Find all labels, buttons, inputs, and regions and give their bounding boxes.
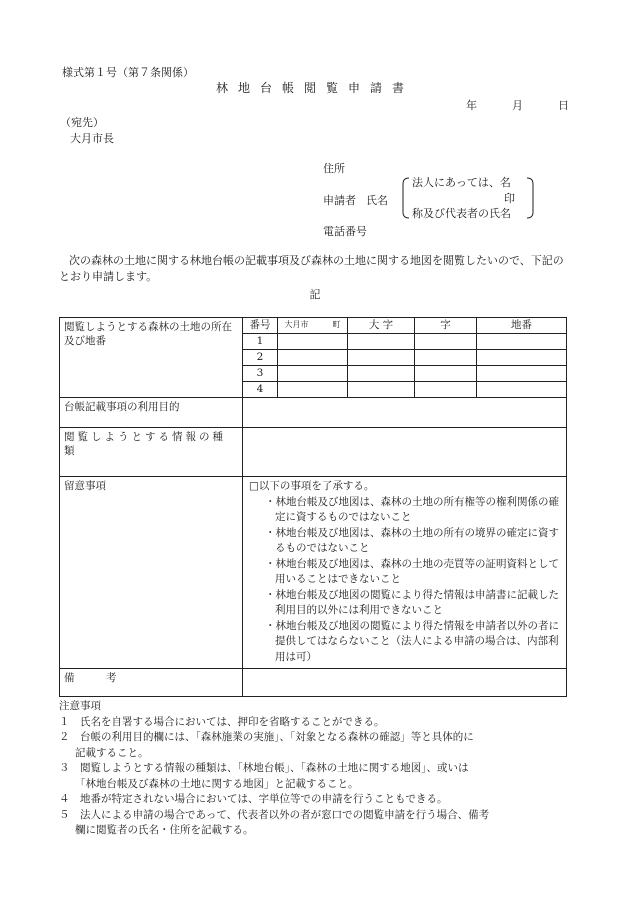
- chiban-cell[interactable]: [477, 366, 567, 382]
- document-title: 林地台帳閲覧申請書: [215, 81, 414, 95]
- address-label: 住所: [323, 162, 345, 175]
- caution-item-continued: 「林地台帳及び森林の土地に関する地図」と記載すること。: [75, 777, 359, 790]
- city-cell[interactable]: [278, 334, 348, 350]
- caution-item-continued: 欄に閲覧者の氏名・住所を記載する。: [75, 824, 254, 836]
- date-year-label: 年: [466, 99, 477, 112]
- header-aza: 字: [415, 318, 477, 334]
- caution-item: ５ 法人による申請の場合であって、代表者以外の者が窓口での閲覧申請を行う場合、備考: [59, 808, 490, 821]
- location-label: 閲覧しようとする森林の土地の所在及び地番: [60, 318, 243, 398]
- purpose-field[interactable]: [243, 398, 567, 428]
- city-cell[interactable]: [278, 382, 348, 398]
- remarks-field[interactable]: [243, 669, 567, 697]
- note-item: ・林地台帳及び地図は、森林の土地の所有の境界の確定に資するものではないこと: [265, 526, 559, 554]
- header-oaza: 大 字: [348, 318, 415, 334]
- corporate-note-bracket: [400, 175, 536, 221]
- row-number: 2: [243, 350, 278, 366]
- caution-item: ４ 地番が特定されない場合においては、字単位等での申請を行うこともできる。: [59, 793, 448, 805]
- oaza-cell[interactable]: [348, 350, 415, 366]
- caution-heading: 注意事項: [59, 700, 101, 712]
- aza-cell[interactable]: [415, 366, 477, 382]
- note-item: ・林地台帳及び地図の閲覧により得た情報は申請書に記載した利用目的以外には利用できないこと: [265, 588, 559, 616]
- purpose-label: 台帳記載事項の利用目的: [60, 398, 243, 428]
- caution-section: [59, 699, 579, 839]
- recipient-name: 大月市長: [70, 132, 114, 145]
- chiban-cell[interactable]: [477, 350, 567, 366]
- oaza-cell[interactable]: [348, 334, 415, 350]
- chiban-cell[interactable]: [477, 382, 567, 398]
- caution-item: １ 氏名を自署する場合においては、押印を省略することができる。: [59, 715, 385, 728]
- note-item: ・林地台帳及び地図は、森林の土地の売買等の証明資料として用いることはできないこと: [265, 557, 559, 585]
- row-number: 1: [243, 334, 278, 350]
- info-type-label: 閲覧しようとする情報の種類: [60, 428, 243, 477]
- seal-mark: 印: [504, 192, 515, 205]
- aza-cell[interactable]: [415, 382, 477, 398]
- aza-cell[interactable]: [415, 334, 477, 350]
- row-number: 3: [243, 366, 278, 382]
- city-cell[interactable]: [278, 366, 348, 382]
- header-city: 大月市 町: [278, 318, 348, 334]
- date-day-label: 日: [558, 99, 569, 112]
- note-item: ・林地台帳及び地図の閲覧により得た情報を申請者以外の者に提供してはならないこと（法人による申請の場合は、内部利用は可）: [265, 619, 559, 663]
- addressee-label: （宛先）: [60, 116, 104, 129]
- acknowledge-checkbox-line[interactable]: □以下の事項を了承する。: [249, 480, 375, 492]
- caution-item: ３ 閲覧しようとする情報の種類は、「林地台帳」、「森林の土地に関する地図」、或いは: [59, 762, 469, 774]
- header-no: 番号: [243, 318, 278, 334]
- remarks-label: 備 考: [60, 669, 243, 697]
- phone-label: 電話番号: [323, 225, 367, 238]
- date-month-label: 月: [512, 99, 523, 112]
- city-cell[interactable]: [278, 350, 348, 366]
- note-item: ・林地台帳及び地図は、森林の土地の所有権等の権利関係の確定に資するものではないこと: [265, 495, 559, 523]
- aza-cell[interactable]: [415, 350, 477, 366]
- oaza-cell[interactable]: [348, 366, 415, 382]
- application-table: [59, 317, 567, 697]
- info-type-field[interactable]: [243, 428, 567, 477]
- oaza-cell[interactable]: [348, 382, 415, 398]
- corporate-note-line1: 法人にあっては、名: [412, 176, 511, 189]
- caution-item: ２ 台帳の利用目的欄には、「森林施業の実施」、「対象となる森林の確認」等と具体的に: [59, 731, 474, 743]
- header-chiban: 地番: [477, 318, 567, 334]
- caution-item-continued: 記載すること。: [75, 746, 149, 759]
- ki-heading: 記: [309, 288, 321, 301]
- notes-label: 留意事項: [60, 477, 243, 669]
- chiban-cell[interactable]: [477, 334, 567, 350]
- form-number: 様式第１号（第７条関係）: [62, 66, 194, 79]
- notes-content: [243, 477, 567, 669]
- intro-paragraph: 次の森林の土地に関する林地台帳の記載事項及び森林の土地に関する地図を閲覧したいので、下記のとおり申請します。: [59, 254, 564, 283]
- corporate-note-line2: 称及び代表者の氏名: [412, 207, 511, 220]
- row-number: 4: [243, 382, 278, 398]
- applicant-label: 申請者: [323, 194, 356, 207]
- name-label: 氏名: [366, 194, 388, 207]
